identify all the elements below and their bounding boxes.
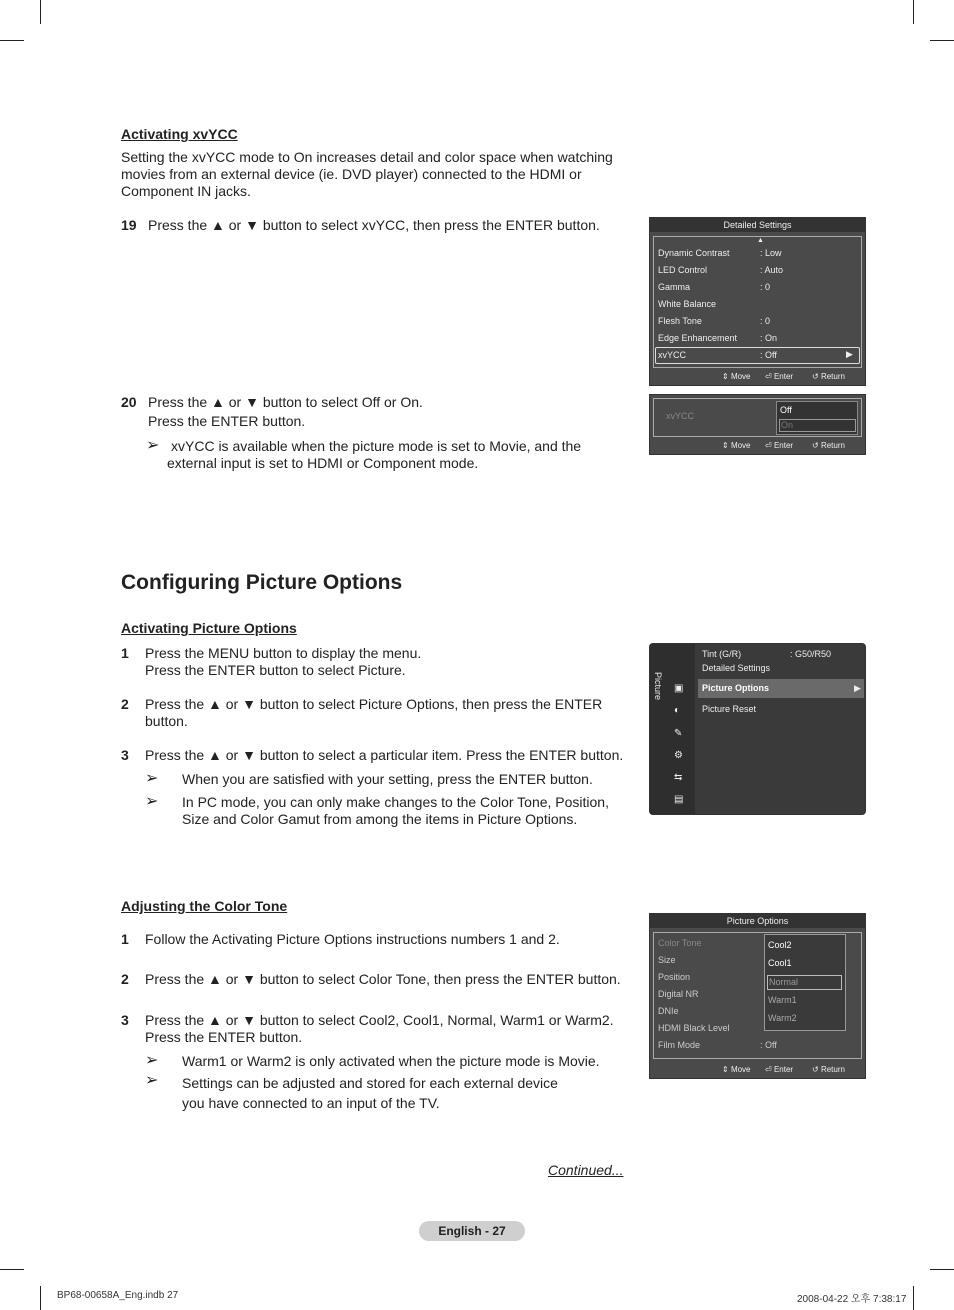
menu-row-label[interactable]: LED Control bbox=[658, 265, 708, 275]
menu-row-label[interactable]: Gamma bbox=[658, 282, 691, 292]
return-icon: ↺ bbox=[812, 1065, 819, 1074]
menu-row-value: : Off bbox=[760, 350, 777, 360]
menu-row-label[interactable]: Flesh Tone bbox=[658, 316, 702, 326]
xvycc-label: xvYCC bbox=[666, 411, 695, 421]
menu-row-label[interactable]: Dynamic Contrast bbox=[658, 248, 730, 258]
step-text: Press the ▲ or ▼ button to select Off or On. bbox=[148, 394, 423, 410]
menu-row-label[interactable]: Position bbox=[658, 972, 691, 982]
arrow-right-icon: ▶ bbox=[846, 349, 853, 359]
footer-move bbox=[722, 441, 751, 451]
screen-title: Detailed Settings bbox=[650, 218, 865, 232]
menu-row-label[interactable]: Picture Reset bbox=[702, 704, 757, 714]
text-line: xvYCC is available when the picture mode is set to Movie, and the bbox=[171, 438, 582, 454]
option-popup bbox=[776, 401, 858, 435]
step-number: 3 bbox=[121, 747, 129, 763]
text-line: external input is set to HDMI or Component mode. bbox=[167, 455, 479, 471]
step-3 bbox=[121, 747, 624, 767]
menu-row-value: : Low bbox=[760, 248, 782, 258]
footer-label: Enter bbox=[773, 372, 794, 381]
print-file-name: BP68-00658A_Eng.indb 27 bbox=[57, 1290, 179, 1301]
crop-mark bbox=[40, 0, 41, 24]
enter-icon: ⏎ bbox=[765, 441, 772, 450]
menu-row-value: : G50/R50 bbox=[790, 649, 832, 659]
footer-label: Move bbox=[730, 441, 751, 450]
crop-mark bbox=[0, 40, 24, 41]
menu-row-label[interactable]: HDMI Black Level bbox=[658, 1023, 730, 1033]
step-text: button. bbox=[145, 713, 188, 729]
footer-move bbox=[722, 372, 751, 382]
footer-enter bbox=[765, 372, 793, 382]
section-heading: Adjusting the Color Tone bbox=[121, 898, 288, 914]
sound-icon: ◐ bbox=[674, 705, 681, 716]
text-line: movies from an external device (ie. DVD player) connected to the HDMI or bbox=[121, 166, 582, 182]
page-title: Configuring Picture Options bbox=[121, 571, 403, 594]
side-panel bbox=[650, 644, 695, 814]
step-text: Press the MENU button to display the menu. bbox=[145, 645, 422, 661]
step-1 bbox=[121, 645, 621, 685]
text-line: Setting the xvYCC mode to On increases detail and color space when watching bbox=[121, 149, 613, 165]
enter-icon: ⏎ bbox=[765, 372, 772, 381]
menu-row-label[interactable]: Tint (G/R) bbox=[702, 649, 742, 659]
menu-row-value: : Auto bbox=[760, 265, 784, 275]
section-heading: Activating xvYCC bbox=[121, 126, 238, 142]
return-icon: ↺ bbox=[812, 441, 819, 450]
option-on[interactable]: On bbox=[779, 419, 856, 432]
selection-highlight bbox=[655, 347, 860, 364]
text-line: Size and Color Gamut from among the items in Picture Options. bbox=[182, 811, 578, 827]
menu-row-value: : 0 bbox=[760, 282, 771, 292]
note-arrow-icon: ➢ bbox=[146, 437, 160, 454]
step-text: Press the ENTER button. bbox=[145, 1029, 303, 1045]
menu-row-label[interactable]: Size bbox=[658, 955, 676, 965]
step-2 bbox=[121, 971, 621, 991]
option-item[interactable]: Warm1 bbox=[768, 995, 797, 1005]
menu-row-label[interactable]: Detailed Settings bbox=[702, 663, 771, 673]
option-off[interactable]: Off bbox=[780, 405, 792, 415]
note-arrow-icon: ➢ bbox=[145, 770, 159, 787]
step-20 bbox=[121, 394, 621, 434]
step-2 bbox=[121, 696, 621, 736]
tv-screen-color-tone bbox=[649, 913, 866, 1079]
step-text: Follow the Activating Picture Options instructions numbers 1 and 2. bbox=[145, 931, 560, 947]
footer-label: Enter bbox=[773, 1065, 794, 1074]
menu-row-label[interactable]: Digital NR bbox=[658, 989, 699, 999]
move-icon: ⇕ bbox=[722, 1065, 729, 1074]
menu-row-value: : 0 bbox=[760, 316, 771, 326]
step-number: 2 bbox=[121, 696, 129, 712]
step-text: Press the ▲ or ▼ button to select Color Tone, then press the ENTER button. bbox=[145, 971, 621, 987]
continued-link: Continued... bbox=[548, 1162, 624, 1178]
menu-row-value: : On bbox=[760, 333, 778, 343]
enter-icon: ⏎ bbox=[765, 1065, 772, 1074]
note-text: When you are satisfied with your setting, press the ENTER button. bbox=[182, 771, 593, 787]
menu-row-label[interactable]: Edge Enhancement bbox=[658, 333, 738, 343]
picture-icon: ▣ bbox=[674, 683, 684, 694]
return-icon: ↺ bbox=[812, 372, 819, 381]
menu-row-label[interactable]: Color Tone bbox=[658, 938, 702, 948]
crop-mark bbox=[40, 1286, 41, 1310]
step-text: Press the ▲ or ▼ button to select a particular item. Press the ENTER button. bbox=[145, 747, 624, 763]
application-icon: ▤ bbox=[674, 794, 684, 805]
tv-screen-xvycc bbox=[649, 394, 866, 455]
note-arrow-icon: ➢ bbox=[145, 793, 159, 810]
option-item[interactable]: Warm2 bbox=[768, 1013, 797, 1023]
menu-row-label[interactable]: DNIe bbox=[658, 1006, 679, 1016]
menu-row-value: : Off bbox=[760, 1040, 777, 1050]
section-heading: Activating Picture Options bbox=[121, 620, 297, 636]
option-item[interactable]: Normal bbox=[767, 975, 842, 990]
step-text: Press the ENTER button to select Picture. bbox=[145, 662, 406, 678]
note-text: Warm1 or Warm2 is only activated when the picture mode is Movie. bbox=[182, 1053, 600, 1069]
note bbox=[167, 438, 581, 472]
crop-mark bbox=[930, 1269, 954, 1270]
text-line: Component IN jacks. bbox=[121, 183, 251, 199]
move-icon: ⇕ bbox=[722, 372, 729, 381]
step-number: 20 bbox=[121, 394, 137, 410]
print-date: 2008-04-22 오후 7:38:17 bbox=[797, 1294, 907, 1305]
menu-row-label[interactable]: White Balance bbox=[658, 299, 717, 309]
note bbox=[182, 1073, 558, 1113]
text-line: you have connected to an input of the TV. bbox=[182, 1095, 440, 1111]
tv-screen-detailed-settings bbox=[649, 217, 866, 386]
step-number: 2 bbox=[121, 971, 129, 987]
crop-mark bbox=[913, 1286, 914, 1310]
footer-return bbox=[812, 1065, 845, 1075]
step-text: Press the ▲ or ▼ button to select Cool2, Cool1, Normal, Warm1 or Warm2. bbox=[145, 1012, 614, 1028]
menu-row-label[interactable]: Picture Options bbox=[702, 683, 770, 693]
note bbox=[182, 794, 609, 828]
note-arrow-icon: ➢ bbox=[145, 1072, 159, 1089]
footer-label: Move bbox=[730, 1065, 751, 1074]
tv-screen-picture-menu bbox=[649, 643, 866, 815]
option-item[interactable]: Cool1 bbox=[768, 958, 792, 968]
channel-icon: ✎ bbox=[674, 728, 683, 739]
footer-label: Return bbox=[820, 441, 845, 450]
crop-mark bbox=[0, 1269, 24, 1270]
setup-icon: ⚙ bbox=[674, 750, 683, 761]
page-number-badge: English - 27 bbox=[419, 1221, 525, 1241]
scroll-up-icon: ▲ bbox=[757, 237, 764, 244]
step-text: Press the ▲ or ▼ button to select Picture Options, then press the ENTER bbox=[145, 696, 603, 712]
footer-label: Enter bbox=[773, 441, 794, 450]
crop-mark bbox=[930, 40, 954, 41]
screen-title: Picture Options bbox=[650, 914, 865, 928]
footer-return bbox=[812, 441, 845, 451]
footer-enter bbox=[765, 441, 793, 451]
step-number: 1 bbox=[121, 645, 129, 661]
footer-label: Move bbox=[730, 372, 751, 381]
text-line: Settings can be adjusted and stored for each external device bbox=[182, 1075, 558, 1091]
note-arrow-icon: ➢ bbox=[145, 1052, 159, 1069]
step-number: 19 bbox=[121, 217, 137, 233]
option-popup bbox=[764, 934, 846, 1031]
footer-label: Return bbox=[820, 372, 845, 381]
menu-row-label[interactable]: xvYCC bbox=[658, 350, 687, 360]
step-number: 1 bbox=[121, 931, 129, 947]
footer-move bbox=[722, 1065, 751, 1075]
text-line: In PC mode, you can only make changes to the Color Tone, Position, bbox=[182, 794, 609, 810]
input-icon: ⇆ bbox=[674, 772, 683, 783]
menu-row-label[interactable]: Film Mode bbox=[658, 1040, 701, 1050]
footer-enter bbox=[765, 1065, 793, 1075]
step-text: Press the ▲ or ▼ button to select xvYCC, then press the ENTER button. bbox=[148, 217, 600, 233]
step-3 bbox=[121, 1012, 621, 1052]
footer-return bbox=[812, 372, 845, 382]
side-label: Picture bbox=[653, 672, 663, 701]
option-item[interactable]: Cool2 bbox=[768, 940, 792, 950]
paragraph bbox=[121, 149, 613, 200]
crop-mark bbox=[913, 0, 914, 24]
arrow-right-icon: ▶ bbox=[854, 683, 861, 693]
move-icon: ⇕ bbox=[722, 441, 729, 450]
step-1 bbox=[121, 931, 621, 951]
footer-label: Return bbox=[820, 1065, 845, 1074]
step-number: 3 bbox=[121, 1012, 129, 1028]
step-text: Press the ENTER button. bbox=[148, 413, 306, 429]
